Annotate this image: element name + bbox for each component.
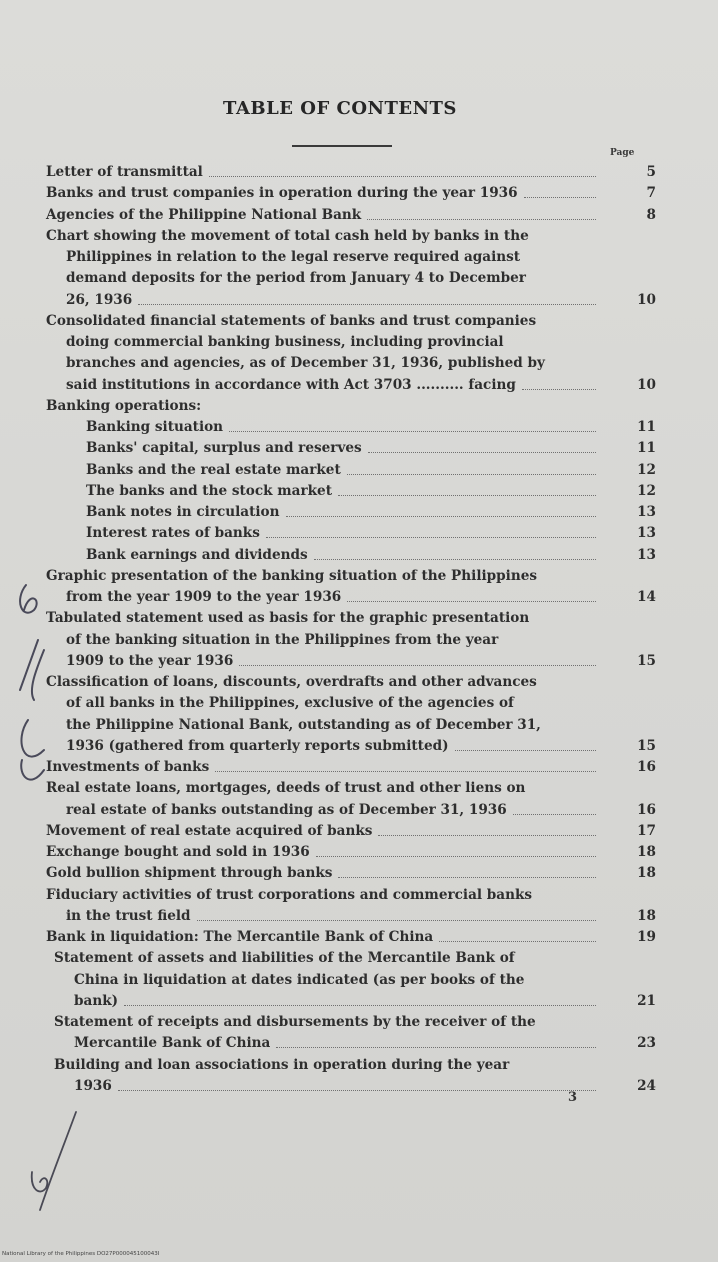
toc-entry-text: Graphic presentation of the banking situation of the Philippines [46,567,538,584]
toc-line [66,715,541,735]
toc-entry-text: Statement of receipts and disbursements by the receiver of the [54,1014,536,1030]
toc-line [66,630,498,650]
toc-page-number: 13 [637,504,656,520]
toc-line [66,353,545,373]
toc-entry-text: real estate of banks outstanding as of December 31, 1936 [66,801,507,818]
toc-entry-text: Banks and trust companies in operation during the year 1936 [46,185,518,202]
toc-line [86,545,600,565]
toc-entry-text: 1936 (gathered from quarterly reports submitted) [66,737,449,754]
dot-leader [314,559,596,560]
toc-page-number: 10 [637,291,656,308]
toc-line [46,842,600,862]
toc-page-number: 18 [637,844,656,860]
toc-entry-text: the Philippine National Bank, outstanding as of December 31, [66,716,541,733]
toc-line [46,863,600,883]
toc-entry-text: Interest rates of banks [86,525,260,542]
toc-entry-text: 1909 to the year 1936 [66,652,234,669]
toc-page-number: 15 [637,652,656,669]
toc-line [74,1033,600,1053]
toc-line [46,311,536,331]
toc-line [66,268,526,288]
page-number: 3 [568,1090,578,1105]
toc-line [46,226,529,246]
toc-line [54,1012,536,1032]
toc-page-number: 13 [637,546,656,563]
dot-leader [239,665,596,666]
toc-page-number: 18 [637,865,656,882]
toc-entry-text: Chart showing the movement of total cash held by banks in the [46,227,529,244]
toc-entry-text: bank) [74,992,119,1009]
toc-entry-text: of the banking situation in the Philippines from the year [66,631,499,648]
toc-entry-text: Exchange bought and sold in 1936 [46,844,310,860]
dot-leader [368,452,596,453]
toc-page-number: 16 [637,759,656,775]
toc-line [86,460,600,480]
page-title: TABLE OF CONTENTS [223,98,457,119]
toc-entry-text: Banks and the real estate market [86,461,341,478]
toc-entry-text: Statement of assets and liabilities of the Mercantile Bank of [54,950,515,967]
dot-leader [522,389,596,390]
toc-line [46,672,537,692]
toc-line [46,927,600,947]
toc-entry-text: said institutions in accordance with Act 3703 .......... facing [66,376,516,393]
dot-leader [338,877,596,878]
toc-line [46,885,532,905]
dot-leader [215,771,596,772]
toc-entry-text: Real estate loans, mortgages, deeds of trust and other liens on [46,780,526,797]
toc-page-number: 10 [637,376,656,393]
toc-entry-text: of all banks in the Philippines, exclusive of the agencies of [66,695,514,712]
toc-line [46,566,537,586]
toc-line [46,183,600,203]
toc-line [46,778,525,798]
toc-entry-text: branches and agencies, as of December 31, 1936, published by [66,355,545,372]
dot-leader [338,495,596,496]
dot-leader [378,835,596,836]
toc-line [74,1076,600,1096]
dot-leader [513,814,596,815]
dot-leader [439,941,596,942]
dot-leader [276,1047,596,1048]
page-column-header: Page [610,148,635,158]
dot-leader [118,1090,596,1091]
toc-entry-text: Banking situation [86,419,224,435]
toc-page-number: 11 [637,440,656,457]
toc-entry-text: in the trust field [66,907,191,924]
toc-entry-text: doing commercial banking business, including provincial [66,334,504,350]
toc-line [86,523,600,543]
toc-line [54,1055,509,1075]
toc-page-number: 17 [637,822,656,839]
dot-leader [197,920,596,921]
toc-page-number: 8 [646,206,656,223]
dot-leader [209,176,596,177]
toc-entry-text: Bank in liquidation: The Mercantile Bank of China [46,929,434,945]
toc-line [66,693,514,713]
toc-page-number: 23 [637,1035,656,1052]
toc-page-number: 19 [637,929,656,945]
toc-entry-text: 26, 1936 [66,291,133,308]
toc-page-number: 11 [637,419,656,435]
toc-line [66,736,600,756]
toc-line [66,290,600,310]
toc-entry-text: Building and loan associations in operation during the year [54,1056,510,1073]
toc-page-number: 12 [637,461,656,478]
toc-page-number: 7 [646,185,656,202]
toc-line [46,162,600,182]
dot-leader [455,750,596,751]
dot-leader [316,856,596,857]
toc-entry-text: from the year 1909 to the year 1936 [66,589,342,605]
toc-page-number: 5 [646,164,656,180]
toc-entry-text: Tabulated statement used as basis for the graphic presentation [46,610,530,627]
toc-page-number: 18 [637,907,656,924]
toc-page-number: 16 [637,801,656,818]
toc-entry-text: Fiduciary activities of trust corporations and commercial banks [46,886,533,903]
toc-entry-text: Gold bullion shipment through banks [46,865,333,882]
toc-line [86,438,600,458]
toc-line [46,396,201,416]
toc-line [74,970,524,990]
footer-credit: National Library of the Philippines DO27P000045100043I [2,1251,160,1257]
dot-leader [286,516,596,517]
dot-leader [367,219,596,220]
toc-line [66,587,600,607]
toc-line [86,481,600,501]
toc-line [46,757,600,777]
dot-leader [138,304,596,305]
toc-entry-text: The banks and the stock market [86,482,332,499]
toc-entry-text: Consolidated financial statements of banks and trust companies [46,312,537,329]
toc-page-number: 15 [637,737,656,754]
dot-leader [229,431,596,432]
toc-page-number: 21 [637,992,656,1009]
toc-entry-text: Classification of loans, discounts, overdrafts and other advances [46,674,537,690]
toc-line [46,205,600,225]
toc-line [54,948,515,968]
toc-page-number: 13 [637,525,656,542]
dot-leader [124,1005,596,1006]
toc-entry-text: Bank earnings and dividends [86,546,308,563]
toc-entry-text: demand deposits for the period from January 4 to December [66,270,526,287]
dot-leader [524,197,596,198]
toc-page-number: 12 [637,482,656,499]
toc-entry-text: Philippines in relation to the legal reserve required against [66,249,521,265]
dot-leader [347,601,596,602]
dot-leader [347,474,596,475]
toc-entry-text: Agencies of the Philippine National Bank [46,206,362,223]
toc-line [66,906,600,926]
toc-line [46,821,600,841]
toc-line [66,247,520,267]
toc-entry-text: Mercantile Bank of China [74,1035,271,1052]
toc-line [66,375,600,395]
toc-line [74,991,600,1011]
toc-line [66,800,600,820]
toc-page-number: 24 [637,1077,656,1094]
toc-line [46,608,529,628]
toc-entry-text: Movement of real estate acquired of banks [46,822,373,839]
toc-line [86,417,600,437]
toc-entry-text: 1936 [74,1077,112,1094]
dot-leader [266,537,596,538]
toc-entry-text: Banks' capital, surplus and reserves [86,440,362,457]
toc-line [86,502,600,522]
toc-entry-text: Bank notes in circulation [86,504,280,520]
toc-line [66,651,600,671]
toc-entry-text: Banking operations: [46,397,202,414]
toc-line [66,332,504,352]
toc-entry-text: Letter of transmittal [46,164,203,180]
toc-entry-text: Investments of banks [46,759,210,775]
toc-page-number: 14 [637,589,656,605]
toc-entry-text: China in liquidation at dates indicated (as per books of the [74,971,525,988]
